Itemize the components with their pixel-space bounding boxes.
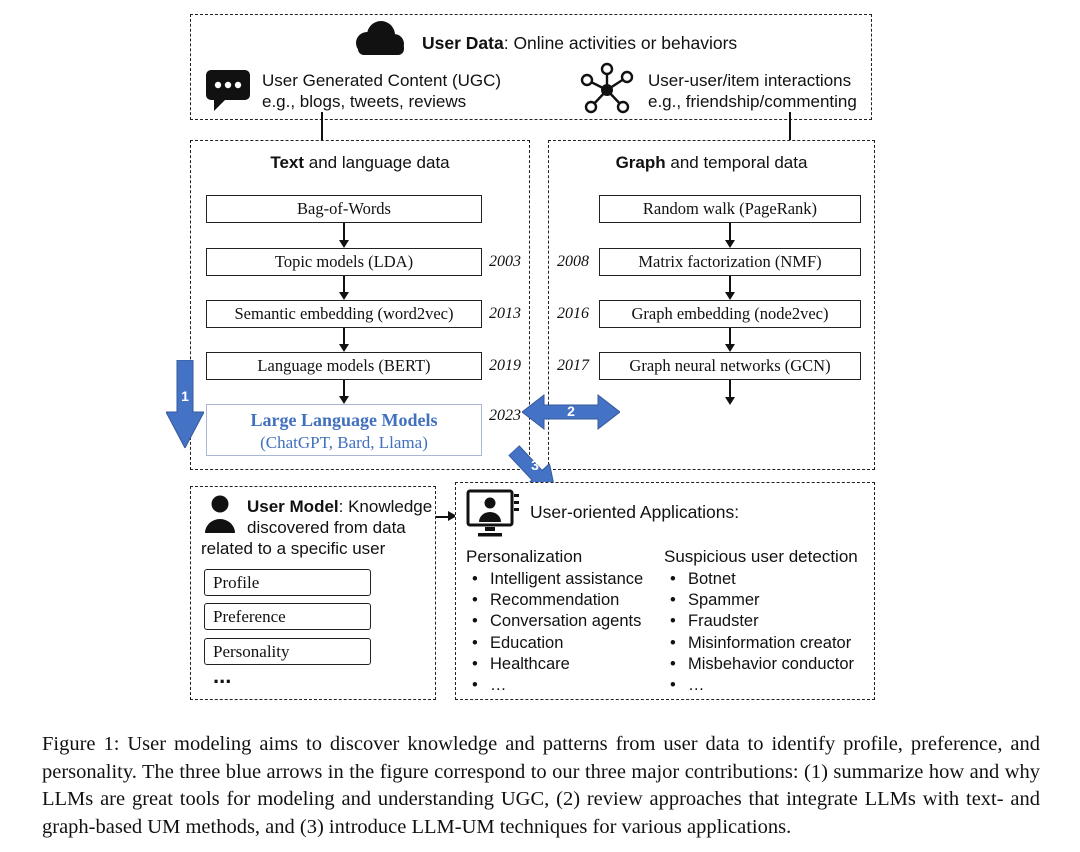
flow-node-matrix-factorization: Matrix factorization (NMF) <box>599 248 861 276</box>
graph-branch-title-rest: and temporal data <box>665 153 808 172</box>
user-data-label-rest: : Online activities or behaviors <box>503 33 738 53</box>
list-item: • Recommendation <box>466 590 664 611</box>
personalization-header: Personalization <box>466 547 583 566</box>
list-item: • Botnet <box>664 569 872 590</box>
text-branch-title <box>191 153 529 173</box>
year-label-2019: 2019 <box>489 357 521 374</box>
contribution-arrow-1 <box>166 360 204 448</box>
list-item: • Misbehavior conductor <box>664 654 872 675</box>
flow-connector <box>729 223 731 241</box>
llm-line1: Large Language Models <box>250 410 438 430</box>
ugc-line1: User Generated Content (UGC) <box>262 71 502 90</box>
list-item: • … <box>664 675 872 696</box>
list-item: • Misinformation creator <box>664 633 872 654</box>
ugc-label <box>262 70 501 112</box>
flow-node-topic-models: Topic models (LDA) <box>206 248 482 276</box>
list-item: • … <box>466 675 664 696</box>
llm-line2: (ChatGPT, Bard, Llama) <box>260 433 428 452</box>
connector-line <box>789 112 791 140</box>
suspicious-list <box>664 569 872 696</box>
profile-box: Profile <box>204 569 371 596</box>
preference-box: Preference <box>204 603 371 630</box>
connector-line <box>321 112 323 140</box>
flow-connector <box>729 328 731 344</box>
interactions-line2: e.g., friendship/commenting <box>648 92 857 111</box>
user-model-title-bold: User Model <box>247 497 339 516</box>
list-item: • Intelligent assistance <box>466 569 664 590</box>
monitor-user-icon <box>464 488 522 542</box>
contribution-arrow-1-label: 1 <box>181 388 189 404</box>
flow-arrowhead <box>339 240 349 248</box>
flow-connector <box>343 276 345 292</box>
flow-connector <box>343 380 345 396</box>
contribution-arrow-3-label: 3 <box>531 457 539 473</box>
flow-node-graph-embedding: Graph embedding (node2vec) <box>599 300 861 328</box>
user-model-title <box>247 496 433 538</box>
figure-caption: Figure 1: User modeling aims to discover knowledge and patterns from user data to identify profile, preference, and personality. The three blue arrows in the figure correspond to our three major contributions: (1) summarize how and why LLMs are great tools for modeling and understanding UGC, (2) review approaches that integrate LLMs with text- and graph-based UM methods, and (3) introduce LLM-UM techniques for various applications. <box>42 733 1040 838</box>
interactions-line1: User-user/item interactions <box>648 71 852 90</box>
flow-arrowhead <box>725 397 735 405</box>
cloud-icon <box>346 18 410 58</box>
applications-panel <box>455 482 875 700</box>
applications-title: User-oriented Applications: <box>530 502 740 522</box>
flow-connector <box>729 380 731 397</box>
flow-arrowhead <box>725 292 735 300</box>
user-data-label-bold: User Data <box>422 33 504 53</box>
text-branch-title-rest: and language data <box>304 153 450 172</box>
list-item: • Fraudster <box>664 611 872 632</box>
flow-connector <box>729 276 731 292</box>
text-branch-panel <box>190 140 530 470</box>
year-label-2017: 2017 <box>557 357 589 374</box>
year-label-2013: 2013 <box>489 305 521 322</box>
flow-connector <box>343 223 345 241</box>
flow-node-language-models: Language models (BERT) <box>206 352 482 380</box>
person-icon <box>203 495 237 533</box>
speech-bubble-icon <box>204 68 252 112</box>
flow-arrowhead <box>725 344 735 352</box>
graph-branch-title <box>549 153 874 173</box>
text-branch-title-bold: Text <box>270 153 305 172</box>
user-data-label <box>422 33 737 54</box>
year-label-2003: 2003 <box>489 253 521 270</box>
year-label-2016: 2016 <box>557 305 589 322</box>
flow-node-graph-neural-networks: Graph neural networks (GCN) <box>599 352 861 380</box>
year-label-2008: 2008 <box>557 253 589 270</box>
flow-connector <box>343 328 345 344</box>
flow-arrowhead <box>339 396 349 404</box>
contribution-arrow-2-label: 2 <box>567 403 575 419</box>
flow-arrowhead <box>725 240 735 248</box>
year-label-2023: 2023 <box>489 407 521 424</box>
personality-box: Personality <box>204 638 371 665</box>
flow-node-bag-of-words: Bag-of-Words <box>206 195 482 223</box>
user-model-title-line1 <box>247 496 433 517</box>
user-model-title-line2: discovered from data <box>247 518 406 537</box>
ugc-line2: e.g., blogs, tweets, reviews <box>262 92 467 111</box>
list-item: • Healthcare <box>466 654 664 675</box>
suspicious-header: Suspicious user detection <box>664 547 858 566</box>
contribution-arrow-2 <box>522 393 620 431</box>
list-item: • Education <box>466 633 664 654</box>
list-item: • Conversation agents <box>466 611 664 632</box>
list-item: • Spammer <box>664 590 872 611</box>
llm-node <box>206 404 482 456</box>
flow-node-random-walk: Random walk (PageRank) <box>599 195 861 223</box>
flow-arrowhead <box>339 344 349 352</box>
flow-arrowhead <box>339 292 349 300</box>
personalization-column <box>466 547 664 696</box>
interactions-label <box>648 70 857 112</box>
user-model-title-line1-rest: : Knowledge <box>338 497 433 516</box>
network-graph-icon <box>578 60 636 116</box>
user-model-panel <box>190 486 436 700</box>
suspicious-column <box>664 547 872 696</box>
flow-node-semantic-embedding: Semantic embedding (word2vec) <box>206 300 482 328</box>
user-model-ellipsis: ... <box>213 663 232 688</box>
personalization-list <box>466 569 664 696</box>
graph-branch-title-bold: Graph <box>615 153 666 172</box>
user-model-title-line3: related to a specific user <box>201 539 386 558</box>
